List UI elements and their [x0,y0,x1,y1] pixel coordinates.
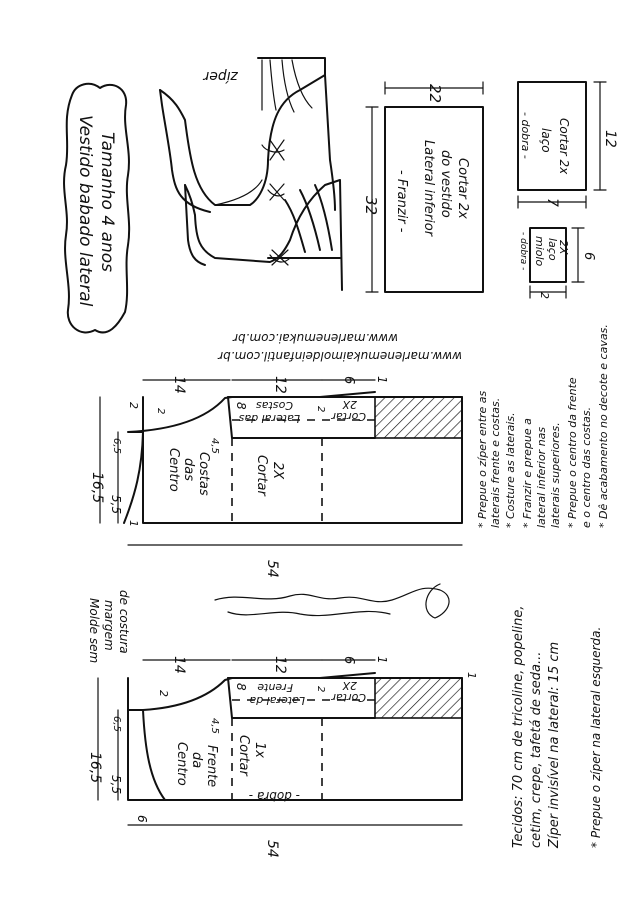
front-fold: - dobra - [248,789,300,803]
front-center-2: da [189,752,204,769]
back-dim-armhole: 8 [234,402,248,410]
back-cut2x-1: Cortar [331,410,366,423]
back-dim-top1: 1 [375,376,389,384]
back-center-2: das [181,458,196,481]
front-center-1: Centro [174,742,189,786]
step-7: * Prepue o centro da frente [566,377,579,528]
bow-h: 7 [544,198,560,207]
back-cut2x-2: 2X [342,398,357,411]
bow-center-label-1: - dobra - [518,232,528,271]
fabric-note-2: cetim, crepe, tafetá de seda... [529,651,544,848]
molde-note-3: de costura [117,590,131,654]
step-6: laterais superiores. [549,422,562,528]
ruffle-label-2: do vestido [438,150,453,218]
front-dim-top1: 1 [375,656,389,664]
ruffle-w: 22 [426,84,444,104]
back-dim-neckw: 5,5 [109,495,123,515]
back-dim-s45: 4,5 [209,438,220,454]
fabric-note-1: Tecidos: 70 cm de tricoline, popeline, [511,605,526,848]
fabric-note-4: * Prepue o zíper na lateral esquerda. [589,626,603,848]
back-dim-slope2: 2 [315,406,326,413]
step-8: e o centro das costas. [580,406,593,528]
front-cut-1: Cortar [236,735,251,776]
front-dim-slope2: 2 [315,686,326,693]
step-1: * Prepue o zíper entre as [476,390,489,528]
back-dim-width: 54 [264,560,280,578]
bow-center-label-4: 2X [557,240,570,255]
site-line-2: www.marlenemukaimoldeinfantil.com.br [218,349,462,363]
bow-w: 12 [602,130,618,148]
back-cut-1: Cortar [254,455,269,496]
molde-note-2: margem [102,600,116,651]
back-center-1: Centro [166,448,181,492]
back-cut-2: 2X [270,462,285,480]
front-lateral-2: Frente [257,681,293,694]
back-lateral-2: Costas [256,399,293,412]
front-cut-2: 1x [252,742,267,758]
front-dim-neckd: 6 [135,815,149,823]
front-dim-height: 16,5 [87,752,103,784]
site-line-1: www.marlenemukai.com.br [233,331,398,345]
bow-center-label-2: miolo [533,236,546,267]
step-4: * Franzir e prepue a [521,418,534,528]
title-line-2: Tamanho 4 anos [97,132,117,273]
bow-label-2: laço [539,128,553,153]
bow-label-3: Cortar 2x [557,118,571,175]
front-lateral-1: Lateral da [249,694,305,707]
back-dim-neckd: 1 [127,520,140,527]
front-dim-top6: 6 [341,656,356,665]
molde-note-1: Molde sem [87,598,101,664]
step-5: lateral inferior nas [535,426,548,528]
bow-center-label-3: laço [546,238,559,261]
front-cut2x-1: Cortar [331,691,366,704]
back-dim-s2b: 2 [155,408,166,415]
back-dim-lat: 12 [272,376,288,394]
front-dim-armhole: 8 [234,683,248,691]
step-3: * Costure as laterais. [504,412,517,528]
front-dim-shoulder: 6,5 [111,716,122,732]
step-2: laterais frente e costas. [489,397,502,528]
dress-sketch-front [185,180,342,290]
ruffle-label-3: Cortar 2x [455,158,470,219]
back-dim-s2: 2 [127,402,140,409]
front-dim-s45: 4,5 [209,718,220,734]
back-dim-top6: 6 [341,376,356,385]
front-dim-upper: 14 [171,656,187,674]
ruffle-h: 32 [362,196,380,216]
back-center-3: Costas [196,452,211,496]
zipper-label: zíper [203,68,238,84]
front-dim-s2: 2 [157,690,170,697]
bow-center-w: 6 [581,252,596,261]
back-dim-upper: 14 [171,376,187,394]
title-line-1: Vestido babado lateral [75,115,95,307]
step-9: * Dê acabamento no decote e cavas. [597,324,610,528]
back-lateral-1: Lateral das [238,412,300,425]
ruffle-label-1: Lateral inferior [421,140,436,237]
front-dim-hem1: 1 [465,672,478,679]
front-center-3: Frente [204,745,219,788]
front-cut2x-2: 2X [342,679,357,692]
bow-label-1: - dobra - [519,112,532,159]
ruffle-side-label: - Franzir - [394,170,409,233]
title-cloud [64,84,129,333]
fabric-note-3: Zíper invisível na lateral: 15 cm [547,641,562,848]
bow-center-h: 2 [538,292,551,299]
front-dim-lat: 12 [272,656,288,674]
back-dim-height: 16,5 [89,472,105,504]
signature [215,584,449,618]
front-dim-width: 54 [264,840,280,858]
back-dim-shoulder: 6,5 [111,438,122,454]
front-dim-neckw: 5,5 [109,775,123,795]
